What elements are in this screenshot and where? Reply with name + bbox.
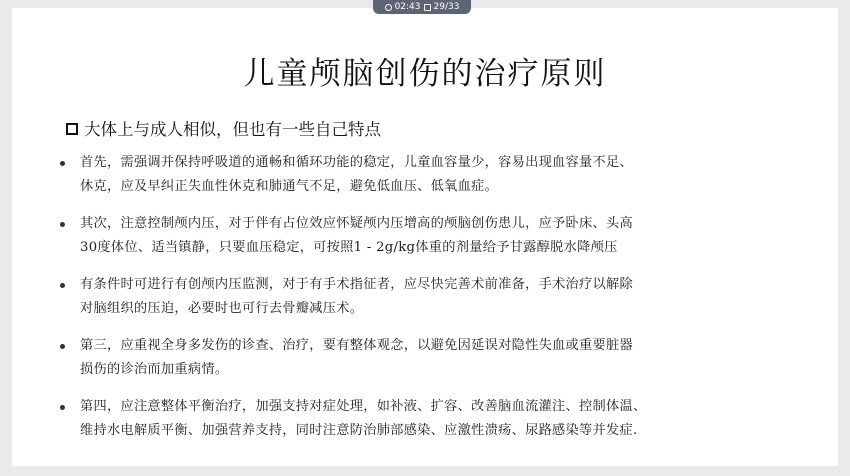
slide <box>12 8 838 466</box>
bullet-dot-icon <box>60 222 65 227</box>
bullet-line: 第四，应注意整体平衡治疗，加强支持对症处理，如补液、扩容、改善脑血流灌注、控制体温、 <box>80 399 647 414</box>
bullet-dot-icon <box>60 283 65 288</box>
slide-title: 儿童颅脑创伤的治疗原则 <box>243 56 607 92</box>
bullet-line: 损伤的诊治而加重病情。 <box>80 362 229 377</box>
bullet-line: 对脑组织的压迫，必要时也可行去骨瓣减压术。 <box>80 301 364 316</box>
bullet-line: 30度体位、适当镇静，只要血压稳定，可按照1 - 2g/kg体重的剂量给予甘露醇脱水降颅压 <box>80 240 618 255</box>
subheading-text: 大体上与成人相似，但也有一些自己特点 <box>84 120 381 139</box>
clock-icon <box>385 4 392 11</box>
page-icon <box>424 4 431 11</box>
slide-subheading <box>66 116 381 140</box>
bullet-dot-icon <box>60 161 65 166</box>
bullet-item <box>60 151 798 199</box>
bullet-line: 第三，应重视全身多发伤的诊查、治疗，要有整体观念，以避免因延误对隐性失血或重要脏器 <box>80 338 633 353</box>
bullet-item <box>60 212 798 260</box>
bullet-list <box>60 151 798 456</box>
bullet-line: 有条件时可进行有创颅内压监测，对于有手术指征者，应尽快完善术前准备，手术治疗以解除 <box>80 277 633 292</box>
playback-status-bar <box>373 0 471 14</box>
bullet-line: 休克，应及早纠正失血性休克和肺通气不足，避免低血压、低氧血症。 <box>80 179 499 194</box>
bullet-dot-icon <box>60 405 65 410</box>
bullet-dot-icon <box>60 344 65 349</box>
bullet-line: 首先，需强调并保持呼吸道的通畅和循环功能的稳定，儿童血容量少，容易出现血容量不足、 <box>80 155 633 170</box>
square-bullet-icon <box>66 123 78 135</box>
bullet-item <box>60 273 798 321</box>
bullet-line: 维持水电解质平衡、加强营养支持，同时注意防治肺部感染、应激性溃疡、尿路感染等并发症. <box>80 423 638 438</box>
bullet-item <box>60 395 798 443</box>
page-counter: 29/33 <box>433 2 460 12</box>
elapsed-time: 02:43 <box>394 2 421 12</box>
bullet-item <box>60 334 798 382</box>
bullet-line: 其次，注意控制颅内压，对于伴有占位效应怀疑颅内压增高的颅脑创伤患儿，应予卧床、头高 <box>80 216 633 231</box>
